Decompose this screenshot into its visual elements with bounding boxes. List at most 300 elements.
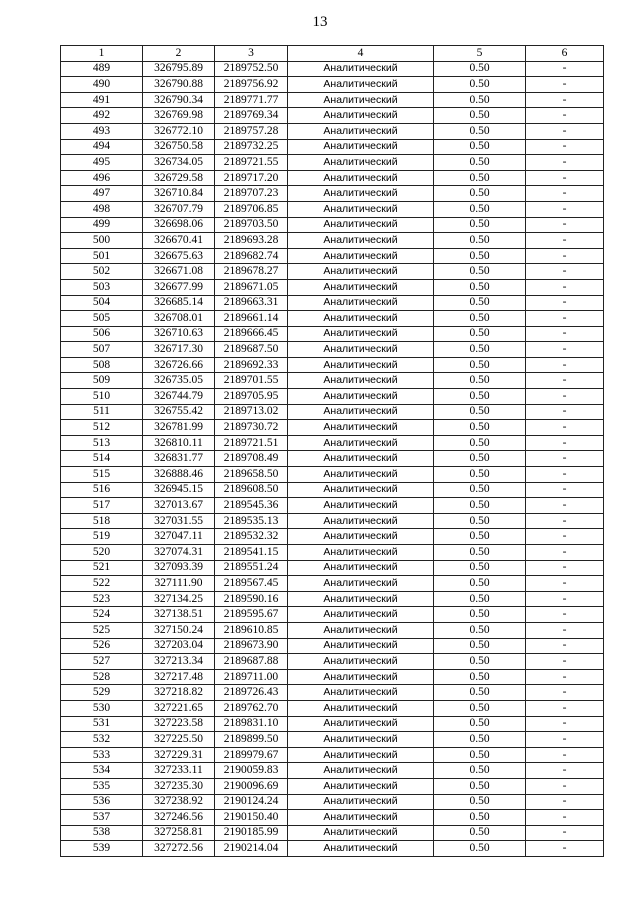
- y-coordinate-cell: 2189717.20: [215, 170, 288, 186]
- note-cell: -: [526, 77, 604, 93]
- y-coordinate-cell: 2189732.25: [215, 139, 288, 155]
- table-row: [61, 373, 604, 389]
- accuracy-cell: 0.50: [434, 420, 526, 436]
- y-coordinate-cell: 2189661.14: [215, 311, 288, 327]
- x-coordinate-cell: 326795.89: [143, 61, 215, 77]
- accuracy-cell: 0.50: [434, 311, 526, 327]
- note-cell: -: [526, 61, 604, 77]
- method-cell: Аналитический: [288, 591, 434, 607]
- accuracy-cell: 0.50: [434, 342, 526, 358]
- y-coordinate-cell: 2190124.24: [215, 794, 288, 810]
- column-header-4: 4: [288, 46, 434, 62]
- x-coordinate-cell: 327218.82: [143, 685, 215, 701]
- x-coordinate-cell: 327013.67: [143, 498, 215, 514]
- accuracy-cell: 0.50: [434, 685, 526, 701]
- x-coordinate-cell: 326675.63: [143, 248, 215, 264]
- accuracy-cell: 0.50: [434, 560, 526, 576]
- accuracy-cell: 0.50: [434, 747, 526, 763]
- table-row: [61, 841, 604, 857]
- point-number-cell: 513: [61, 435, 143, 451]
- accuracy-cell: 0.50: [434, 841, 526, 857]
- note-cell: -: [526, 685, 604, 701]
- y-coordinate-cell: 2190214.04: [215, 841, 288, 857]
- y-coordinate-cell: 2189610.85: [215, 622, 288, 638]
- point-number-cell: 538: [61, 825, 143, 841]
- y-coordinate-cell: 2189707.23: [215, 186, 288, 202]
- x-coordinate-cell: 327233.11: [143, 763, 215, 779]
- x-coordinate-cell: 326755.42: [143, 404, 215, 420]
- y-coordinate-cell: 2189756.92: [215, 77, 288, 93]
- method-cell: Аналитический: [288, 700, 434, 716]
- method-cell: Аналитический: [288, 545, 434, 561]
- table-body: [61, 61, 604, 856]
- table-row: [61, 560, 604, 576]
- y-coordinate-cell: 2190096.69: [215, 778, 288, 794]
- method-cell: Аналитический: [288, 810, 434, 826]
- point-number-cell: 502: [61, 264, 143, 280]
- note-cell: -: [526, 233, 604, 249]
- note-cell: -: [526, 498, 604, 514]
- table-row: [61, 264, 604, 280]
- table-row: [61, 248, 604, 264]
- column-header-2: 2: [143, 46, 215, 62]
- note-cell: -: [526, 139, 604, 155]
- y-coordinate-cell: 2189687.88: [215, 654, 288, 670]
- x-coordinate-cell: 327213.34: [143, 654, 215, 670]
- x-coordinate-cell: 326707.79: [143, 201, 215, 217]
- method-cell: Аналитический: [288, 311, 434, 327]
- x-coordinate-cell: 327223.58: [143, 716, 215, 732]
- x-coordinate-cell: 326831.77: [143, 451, 215, 467]
- table-row: [61, 155, 604, 171]
- point-number-cell: 503: [61, 279, 143, 295]
- x-coordinate-cell: 327238.92: [143, 794, 215, 810]
- x-coordinate-cell: 326772.10: [143, 123, 215, 139]
- table-row: [61, 233, 604, 249]
- x-coordinate-cell: 327258.81: [143, 825, 215, 841]
- table-row: [61, 435, 604, 451]
- x-coordinate-cell: 327134.25: [143, 591, 215, 607]
- y-coordinate-cell: 2189693.28: [215, 233, 288, 249]
- x-coordinate-cell: 327150.24: [143, 622, 215, 638]
- method-cell: Аналитический: [288, 747, 434, 763]
- method-cell: Аналитический: [288, 77, 434, 93]
- point-number-cell: 537: [61, 810, 143, 826]
- point-number-cell: 539: [61, 841, 143, 857]
- x-coordinate-cell: 326726.66: [143, 357, 215, 373]
- point-number-cell: 524: [61, 607, 143, 623]
- note-cell: -: [526, 576, 604, 592]
- accuracy-cell: 0.50: [434, 139, 526, 155]
- point-number-cell: 510: [61, 389, 143, 405]
- accuracy-cell: 0.50: [434, 513, 526, 529]
- note-cell: -: [526, 810, 604, 826]
- accuracy-cell: 0.50: [434, 217, 526, 233]
- y-coordinate-cell: 2189682.74: [215, 248, 288, 264]
- note-cell: -: [526, 342, 604, 358]
- accuracy-cell: 0.50: [434, 92, 526, 108]
- point-number-cell: 529: [61, 685, 143, 701]
- accuracy-cell: 0.50: [434, 61, 526, 77]
- method-cell: Аналитический: [288, 560, 434, 576]
- point-number-cell: 533: [61, 747, 143, 763]
- x-coordinate-cell: 327229.31: [143, 747, 215, 763]
- method-cell: Аналитический: [288, 108, 434, 124]
- x-coordinate-cell: 326671.08: [143, 264, 215, 280]
- note-cell: -: [526, 248, 604, 264]
- note-cell: -: [526, 591, 604, 607]
- note-cell: -: [526, 123, 604, 139]
- table-row: [61, 513, 604, 529]
- note-cell: -: [526, 201, 604, 217]
- y-coordinate-cell: 2189752.50: [215, 61, 288, 77]
- point-number-cell: 528: [61, 669, 143, 685]
- table-row: [61, 700, 604, 716]
- x-coordinate-cell: 327272.56: [143, 841, 215, 857]
- table-row: [61, 545, 604, 561]
- x-coordinate-cell: 327074.31: [143, 545, 215, 561]
- table-row: [61, 498, 604, 514]
- note-cell: -: [526, 279, 604, 295]
- x-coordinate-cell: 326710.84: [143, 186, 215, 202]
- table-row: [61, 576, 604, 592]
- note-cell: -: [526, 404, 604, 420]
- method-cell: Аналитический: [288, 529, 434, 545]
- table-row: [61, 61, 604, 77]
- method-cell: Аналитический: [288, 92, 434, 108]
- method-cell: Аналитический: [288, 778, 434, 794]
- x-coordinate-cell: 326888.46: [143, 467, 215, 483]
- accuracy-cell: 0.50: [434, 607, 526, 623]
- point-number-cell: 521: [61, 560, 143, 576]
- table-row: [61, 404, 604, 420]
- table-row: [61, 763, 604, 779]
- point-number-cell: 517: [61, 498, 143, 514]
- x-coordinate-cell: 326729.58: [143, 170, 215, 186]
- x-coordinate-cell: 326790.34: [143, 92, 215, 108]
- accuracy-cell: 0.50: [434, 279, 526, 295]
- method-cell: Аналитический: [288, 622, 434, 638]
- x-coordinate-cell: 327047.11: [143, 529, 215, 545]
- method-cell: Аналитический: [288, 841, 434, 857]
- x-coordinate-cell: 327246.56: [143, 810, 215, 826]
- x-coordinate-cell: 326790.88: [143, 77, 215, 93]
- method-cell: Аналитический: [288, 513, 434, 529]
- note-cell: -: [526, 545, 604, 561]
- table-row: [61, 622, 604, 638]
- x-coordinate-cell: 326670.41: [143, 233, 215, 249]
- point-number-cell: 504: [61, 295, 143, 311]
- y-coordinate-cell: 2189671.05: [215, 279, 288, 295]
- accuracy-cell: 0.50: [434, 545, 526, 561]
- note-cell: -: [526, 389, 604, 405]
- accuracy-cell: 0.50: [434, 186, 526, 202]
- table-row: [61, 747, 604, 763]
- accuracy-cell: 0.50: [434, 295, 526, 311]
- accuracy-cell: 0.50: [434, 669, 526, 685]
- point-number-cell: 495: [61, 155, 143, 171]
- accuracy-cell: 0.50: [434, 763, 526, 779]
- method-cell: Аналитический: [288, 732, 434, 748]
- x-coordinate-cell: 326735.05: [143, 373, 215, 389]
- y-coordinate-cell: 2189532.32: [215, 529, 288, 545]
- note-cell: -: [526, 420, 604, 436]
- table-row: [61, 311, 604, 327]
- y-coordinate-cell: 2189678.27: [215, 264, 288, 280]
- note-cell: -: [526, 264, 604, 280]
- accuracy-cell: 0.50: [434, 732, 526, 748]
- method-cell: Аналитический: [288, 264, 434, 280]
- x-coordinate-cell: 326685.14: [143, 295, 215, 311]
- note-cell: -: [526, 560, 604, 576]
- accuracy-cell: 0.50: [434, 170, 526, 186]
- method-cell: Аналитический: [288, 373, 434, 389]
- method-cell: Аналитический: [288, 186, 434, 202]
- y-coordinate-cell: 2189979.67: [215, 747, 288, 763]
- y-coordinate-cell: 2189721.51: [215, 435, 288, 451]
- method-cell: Аналитический: [288, 279, 434, 295]
- method-cell: Аналитический: [288, 170, 434, 186]
- point-number-cell: 526: [61, 638, 143, 654]
- y-coordinate-cell: 2189769.34: [215, 108, 288, 124]
- method-cell: Аналитический: [288, 716, 434, 732]
- y-coordinate-cell: 2190185.99: [215, 825, 288, 841]
- point-number-cell: 508: [61, 357, 143, 373]
- point-number-cell: 511: [61, 404, 143, 420]
- y-coordinate-cell: 2189730.72: [215, 420, 288, 436]
- point-number-cell: 493: [61, 123, 143, 139]
- point-number-cell: 492: [61, 108, 143, 124]
- method-cell: Аналитический: [288, 482, 434, 498]
- y-coordinate-cell: 2189708.49: [215, 451, 288, 467]
- y-coordinate-cell: 2190150.40: [215, 810, 288, 826]
- accuracy-cell: 0.50: [434, 108, 526, 124]
- point-number-cell: 535: [61, 778, 143, 794]
- method-cell: Аналитический: [288, 155, 434, 171]
- x-coordinate-cell: 326750.58: [143, 139, 215, 155]
- table-row: [61, 108, 604, 124]
- note-cell: -: [526, 841, 604, 857]
- method-cell: Аналитический: [288, 576, 434, 592]
- accuracy-cell: 0.50: [434, 326, 526, 342]
- table-row: [61, 357, 604, 373]
- y-coordinate-cell: 2189757.28: [215, 123, 288, 139]
- accuracy-cell: 0.50: [434, 498, 526, 514]
- x-coordinate-cell: 326744.79: [143, 389, 215, 405]
- x-coordinate-cell: 326781.99: [143, 420, 215, 436]
- table-row: [61, 420, 604, 436]
- note-cell: -: [526, 311, 604, 327]
- point-number-cell: 514: [61, 451, 143, 467]
- table-row: [61, 732, 604, 748]
- method-cell: Аналитический: [288, 139, 434, 155]
- table-row: [61, 467, 604, 483]
- method-cell: Аналитический: [288, 342, 434, 358]
- table-row: [61, 170, 604, 186]
- y-coordinate-cell: 2189703.50: [215, 217, 288, 233]
- y-coordinate-cell: 2189706.85: [215, 201, 288, 217]
- method-cell: Аналитический: [288, 295, 434, 311]
- table-row: [61, 654, 604, 670]
- method-cell: Аналитический: [288, 451, 434, 467]
- method-cell: Аналитический: [288, 420, 434, 436]
- method-cell: Аналитический: [288, 435, 434, 451]
- table-row: [61, 607, 604, 623]
- accuracy-cell: 0.50: [434, 482, 526, 498]
- table-row: [61, 279, 604, 295]
- point-number-cell: 507: [61, 342, 143, 358]
- y-coordinate-cell: 2189541.15: [215, 545, 288, 561]
- point-number-cell: 496: [61, 170, 143, 186]
- table-row: [61, 123, 604, 139]
- y-coordinate-cell: 2189535.13: [215, 513, 288, 529]
- accuracy-cell: 0.50: [434, 810, 526, 826]
- point-number-cell: 515: [61, 467, 143, 483]
- method-cell: Аналитический: [288, 123, 434, 139]
- note-cell: -: [526, 638, 604, 654]
- point-number-cell: 494: [61, 139, 143, 155]
- note-cell: -: [526, 763, 604, 779]
- table-row: [61, 685, 604, 701]
- x-coordinate-cell: 327235.30: [143, 778, 215, 794]
- y-coordinate-cell: 2189608.50: [215, 482, 288, 498]
- method-cell: Аналитический: [288, 233, 434, 249]
- table-row: [61, 326, 604, 342]
- note-cell: -: [526, 825, 604, 841]
- note-cell: -: [526, 716, 604, 732]
- method-cell: Аналитический: [288, 607, 434, 623]
- x-coordinate-cell: 326734.05: [143, 155, 215, 171]
- y-coordinate-cell: 2189711.00: [215, 669, 288, 685]
- point-number-cell: 506: [61, 326, 143, 342]
- y-coordinate-cell: 2190059.83: [215, 763, 288, 779]
- point-number-cell: 498: [61, 201, 143, 217]
- table-row: [61, 92, 604, 108]
- table-row: [61, 186, 604, 202]
- point-number-cell: 501: [61, 248, 143, 264]
- table-row: [61, 217, 604, 233]
- accuracy-cell: 0.50: [434, 794, 526, 810]
- y-coordinate-cell: 2189658.50: [215, 467, 288, 483]
- accuracy-cell: 0.50: [434, 201, 526, 217]
- y-coordinate-cell: 2189663.31: [215, 295, 288, 311]
- method-cell: Аналитический: [288, 248, 434, 264]
- x-coordinate-cell: 326708.01: [143, 311, 215, 327]
- method-cell: Аналитический: [288, 825, 434, 841]
- note-cell: -: [526, 186, 604, 202]
- table-row: [61, 794, 604, 810]
- y-coordinate-cell: 2189687.50: [215, 342, 288, 358]
- note-cell: -: [526, 326, 604, 342]
- note-cell: -: [526, 170, 604, 186]
- coordinates-table: [60, 45, 604, 857]
- point-number-cell: 531: [61, 716, 143, 732]
- point-number-cell: 512: [61, 420, 143, 436]
- note-cell: -: [526, 217, 604, 233]
- method-cell: Аналитический: [288, 404, 434, 420]
- point-number-cell: 505: [61, 311, 143, 327]
- note-cell: -: [526, 482, 604, 498]
- point-number-cell: 500: [61, 233, 143, 249]
- y-coordinate-cell: 2189762.70: [215, 700, 288, 716]
- accuracy-cell: 0.50: [434, 373, 526, 389]
- note-cell: -: [526, 451, 604, 467]
- header-row: [61, 46, 604, 62]
- x-coordinate-cell: 326717.30: [143, 342, 215, 358]
- note-cell: -: [526, 700, 604, 716]
- note-cell: -: [526, 92, 604, 108]
- table-row: [61, 295, 604, 311]
- accuracy-cell: 0.50: [434, 622, 526, 638]
- y-coordinate-cell: 2189590.16: [215, 591, 288, 607]
- point-number-cell: 525: [61, 622, 143, 638]
- x-coordinate-cell: 327225.50: [143, 732, 215, 748]
- accuracy-cell: 0.50: [434, 77, 526, 93]
- accuracy-cell: 0.50: [434, 576, 526, 592]
- y-coordinate-cell: 2189701.55: [215, 373, 288, 389]
- accuracy-cell: 0.50: [434, 716, 526, 732]
- accuracy-cell: 0.50: [434, 404, 526, 420]
- method-cell: Аналитический: [288, 467, 434, 483]
- note-cell: -: [526, 155, 604, 171]
- table-row: [61, 669, 604, 685]
- method-cell: Аналитический: [288, 669, 434, 685]
- note-cell: -: [526, 357, 604, 373]
- note-cell: -: [526, 295, 604, 311]
- x-coordinate-cell: 327138.51: [143, 607, 215, 623]
- note-cell: -: [526, 435, 604, 451]
- table-row: [61, 342, 604, 358]
- table-row: [61, 451, 604, 467]
- accuracy-cell: 0.50: [434, 591, 526, 607]
- table-row: [61, 716, 604, 732]
- point-number-cell: 489: [61, 61, 143, 77]
- table-row: [61, 638, 604, 654]
- method-cell: Аналитический: [288, 389, 434, 405]
- y-coordinate-cell: 2189692.33: [215, 357, 288, 373]
- y-coordinate-cell: 2189831.10: [215, 716, 288, 732]
- point-number-cell: 491: [61, 92, 143, 108]
- x-coordinate-cell: 327221.65: [143, 700, 215, 716]
- method-cell: Аналитический: [288, 357, 434, 373]
- table-row: [61, 389, 604, 405]
- table-row: [61, 77, 604, 93]
- note-cell: -: [526, 529, 604, 545]
- method-cell: Аналитический: [288, 638, 434, 654]
- x-coordinate-cell: 327093.39: [143, 560, 215, 576]
- note-cell: -: [526, 794, 604, 810]
- note-cell: -: [526, 654, 604, 670]
- method-cell: Аналитический: [288, 794, 434, 810]
- point-number-cell: 527: [61, 654, 143, 670]
- table-row: [61, 529, 604, 545]
- method-cell: Аналитический: [288, 498, 434, 514]
- method-cell: Аналитический: [288, 326, 434, 342]
- table-row: [61, 825, 604, 841]
- column-header-6: 6: [526, 46, 604, 62]
- table-row: [61, 778, 604, 794]
- accuracy-cell: 0.50: [434, 451, 526, 467]
- method-cell: Аналитический: [288, 217, 434, 233]
- x-coordinate-cell: 327203.04: [143, 638, 215, 654]
- accuracy-cell: 0.50: [434, 264, 526, 280]
- x-coordinate-cell: 326677.99: [143, 279, 215, 295]
- y-coordinate-cell: 2189705.95: [215, 389, 288, 405]
- point-number-cell: 490: [61, 77, 143, 93]
- column-header-3: 3: [215, 46, 288, 62]
- y-coordinate-cell: 2189721.55: [215, 155, 288, 171]
- column-header-1: 1: [61, 46, 143, 62]
